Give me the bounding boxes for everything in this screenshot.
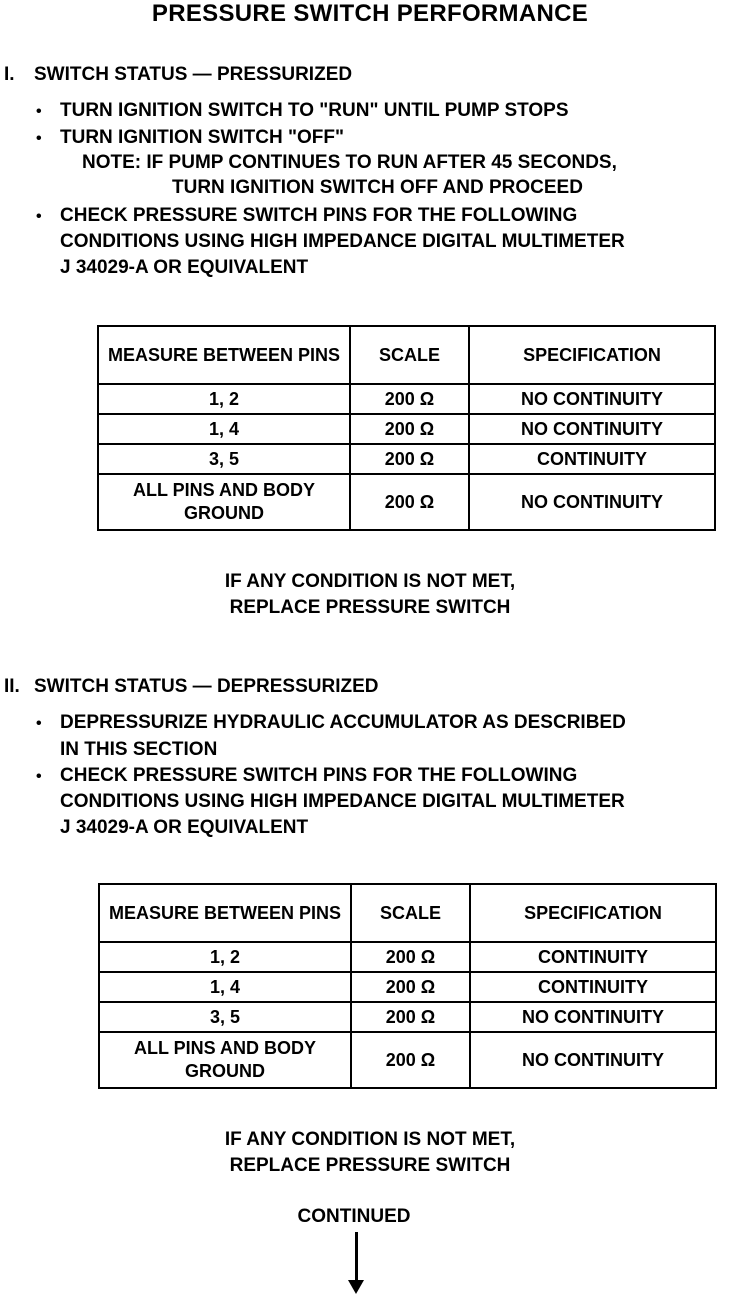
cell-pins: 1, 2: [98, 384, 350, 414]
cell-scale: 200 Ω: [351, 1002, 470, 1032]
cell-pins: 3, 5: [99, 1002, 351, 1032]
table-row: [99, 1002, 716, 1032]
section-1-heading-text: SWITCH STATUS — PRESSURIZED: [34, 64, 353, 85]
cell-pins: 1, 4: [98, 414, 350, 444]
down-arrow-shaft: [355, 1232, 358, 1284]
cell-scale: 200 Ω: [351, 972, 470, 1002]
bullet-text: CHECK PRESSURE SWITCH PINS FOR THE FOLLOWING: [60, 205, 578, 226]
section-1-check-line-2: CONDITIONS USING HIGH IMPEDANCE DIGITAL MULTIMETER: [60, 231, 625, 252]
cell-pins: ALL PINS AND BODY GROUND: [99, 1032, 351, 1088]
section-2-check-line-3: J 34029-A OR EQUIVALENT: [60, 817, 309, 838]
cell-pins: ALL PINS AND BODY GROUND: [98, 474, 350, 530]
section-1-spec-table: [97, 325, 716, 531]
bullet-text: DEPRESSURIZE HYDRAULIC ACCUMULATOR AS DESCRIBED: [60, 712, 626, 733]
cell-specification: CONTINUITY: [470, 942, 716, 972]
bullet-text: TURN IGNITION SWITCH "OFF": [60, 127, 344, 148]
cell-specification: NO CONTINUITY: [469, 414, 715, 444]
cell-scale: 200 Ω: [351, 942, 470, 972]
section-2-bullet-check: [36, 763, 577, 789]
section-1-bullet-off: [36, 125, 344, 151]
table-row: [99, 972, 716, 1002]
cell-specification: NO CONTINUITY: [469, 384, 715, 414]
bullet-icon: •: [36, 715, 42, 732]
cell-scale: 200 Ω: [350, 444, 469, 474]
section-2-numeral: II.: [4, 676, 20, 697]
cell-pins: 1, 4: [99, 972, 351, 1002]
section-1-numeral: I.: [4, 64, 15, 85]
column-header-scale: SCALE: [351, 884, 470, 942]
page-title: PRESSURE SWITCH PERFORMANCE: [151, 0, 589, 27]
column-header-specification: SPECIFICATION: [469, 326, 715, 384]
cell-specification: CONTINUITY: [469, 444, 715, 474]
section-1-bullet-run: [36, 98, 569, 124]
cell-scale: 200 Ω: [350, 474, 469, 530]
cell-specification: NO CONTINUITY: [469, 474, 715, 530]
continued-label: CONTINUED: [297, 1206, 411, 1227]
bullet-text: TURN IGNITION SWITCH TO "RUN" UNTIL PUMP STOPS: [60, 100, 569, 121]
table-row: [98, 474, 715, 530]
section-2-check-line-2: CONDITIONS USING HIGH IMPEDANCE DIGITAL MULTIMETER: [60, 791, 625, 812]
section-1-note-line-1: NOTE: IF PUMP CONTINUES TO RUN AFTER 45 SECONDS,: [82, 152, 617, 173]
section-1-check-line-3: J 34029-A OR EQUIVALENT: [60, 257, 309, 278]
column-header-pins: MEASURE BETWEEN PINS: [99, 884, 351, 942]
table-row: [99, 942, 716, 972]
section-2-depressurize-line-2: IN THIS SECTION: [60, 739, 218, 760]
cell-specification: NO CONTINUITY: [470, 1032, 716, 1088]
column-header-specification: SPECIFICATION: [470, 884, 716, 942]
section-1-footer-line-2: REPLACE PRESSURE SWITCH: [229, 597, 511, 618]
cell-specification: CONTINUITY: [470, 972, 716, 1002]
bullet-icon: •: [36, 208, 42, 225]
cell-scale: 200 Ω: [351, 1032, 470, 1088]
section-2-footer-line-1: IF ANY CONDITION IS NOT MET,: [224, 1129, 516, 1150]
cell-scale: 200 Ω: [350, 384, 469, 414]
table-row: [98, 414, 715, 444]
table-header-row: [99, 884, 716, 942]
table-header-row: [98, 326, 715, 384]
column-header-scale: SCALE: [350, 326, 469, 384]
section-1-footer-line-1: IF ANY CONDITION IS NOT MET,: [224, 571, 516, 592]
table-row: [98, 444, 715, 474]
cell-pins: 3, 5: [98, 444, 350, 474]
down-arrow-head: [348, 1280, 364, 1294]
column-header-pins: MEASURE BETWEEN PINS: [98, 326, 350, 384]
section-1-bullet-check: [36, 203, 577, 229]
table-row: [98, 384, 715, 414]
section-1-heading: [4, 62, 352, 87]
table-row: [99, 1032, 716, 1088]
bullet-icon: •: [36, 768, 42, 785]
cell-pins: 1, 2: [99, 942, 351, 972]
section-2-heading-text: SWITCH STATUS — DEPRESSURIZED: [34, 676, 379, 697]
section-2-spec-table: [98, 883, 717, 1089]
section-1-note-line-2: TURN IGNITION SWITCH OFF AND PROCEED: [172, 177, 583, 198]
cell-specification: NO CONTINUITY: [470, 1002, 716, 1032]
section-2-footer-line-2: REPLACE PRESSURE SWITCH: [229, 1155, 511, 1176]
section-2-heading: [4, 674, 378, 699]
cell-scale: 200 Ω: [350, 414, 469, 444]
bullet-text: CHECK PRESSURE SWITCH PINS FOR THE FOLLOWING: [60, 765, 578, 786]
bullet-icon: •: [36, 103, 42, 120]
bullet-icon: •: [36, 130, 42, 147]
section-2-bullet-depressurize: [36, 710, 626, 736]
